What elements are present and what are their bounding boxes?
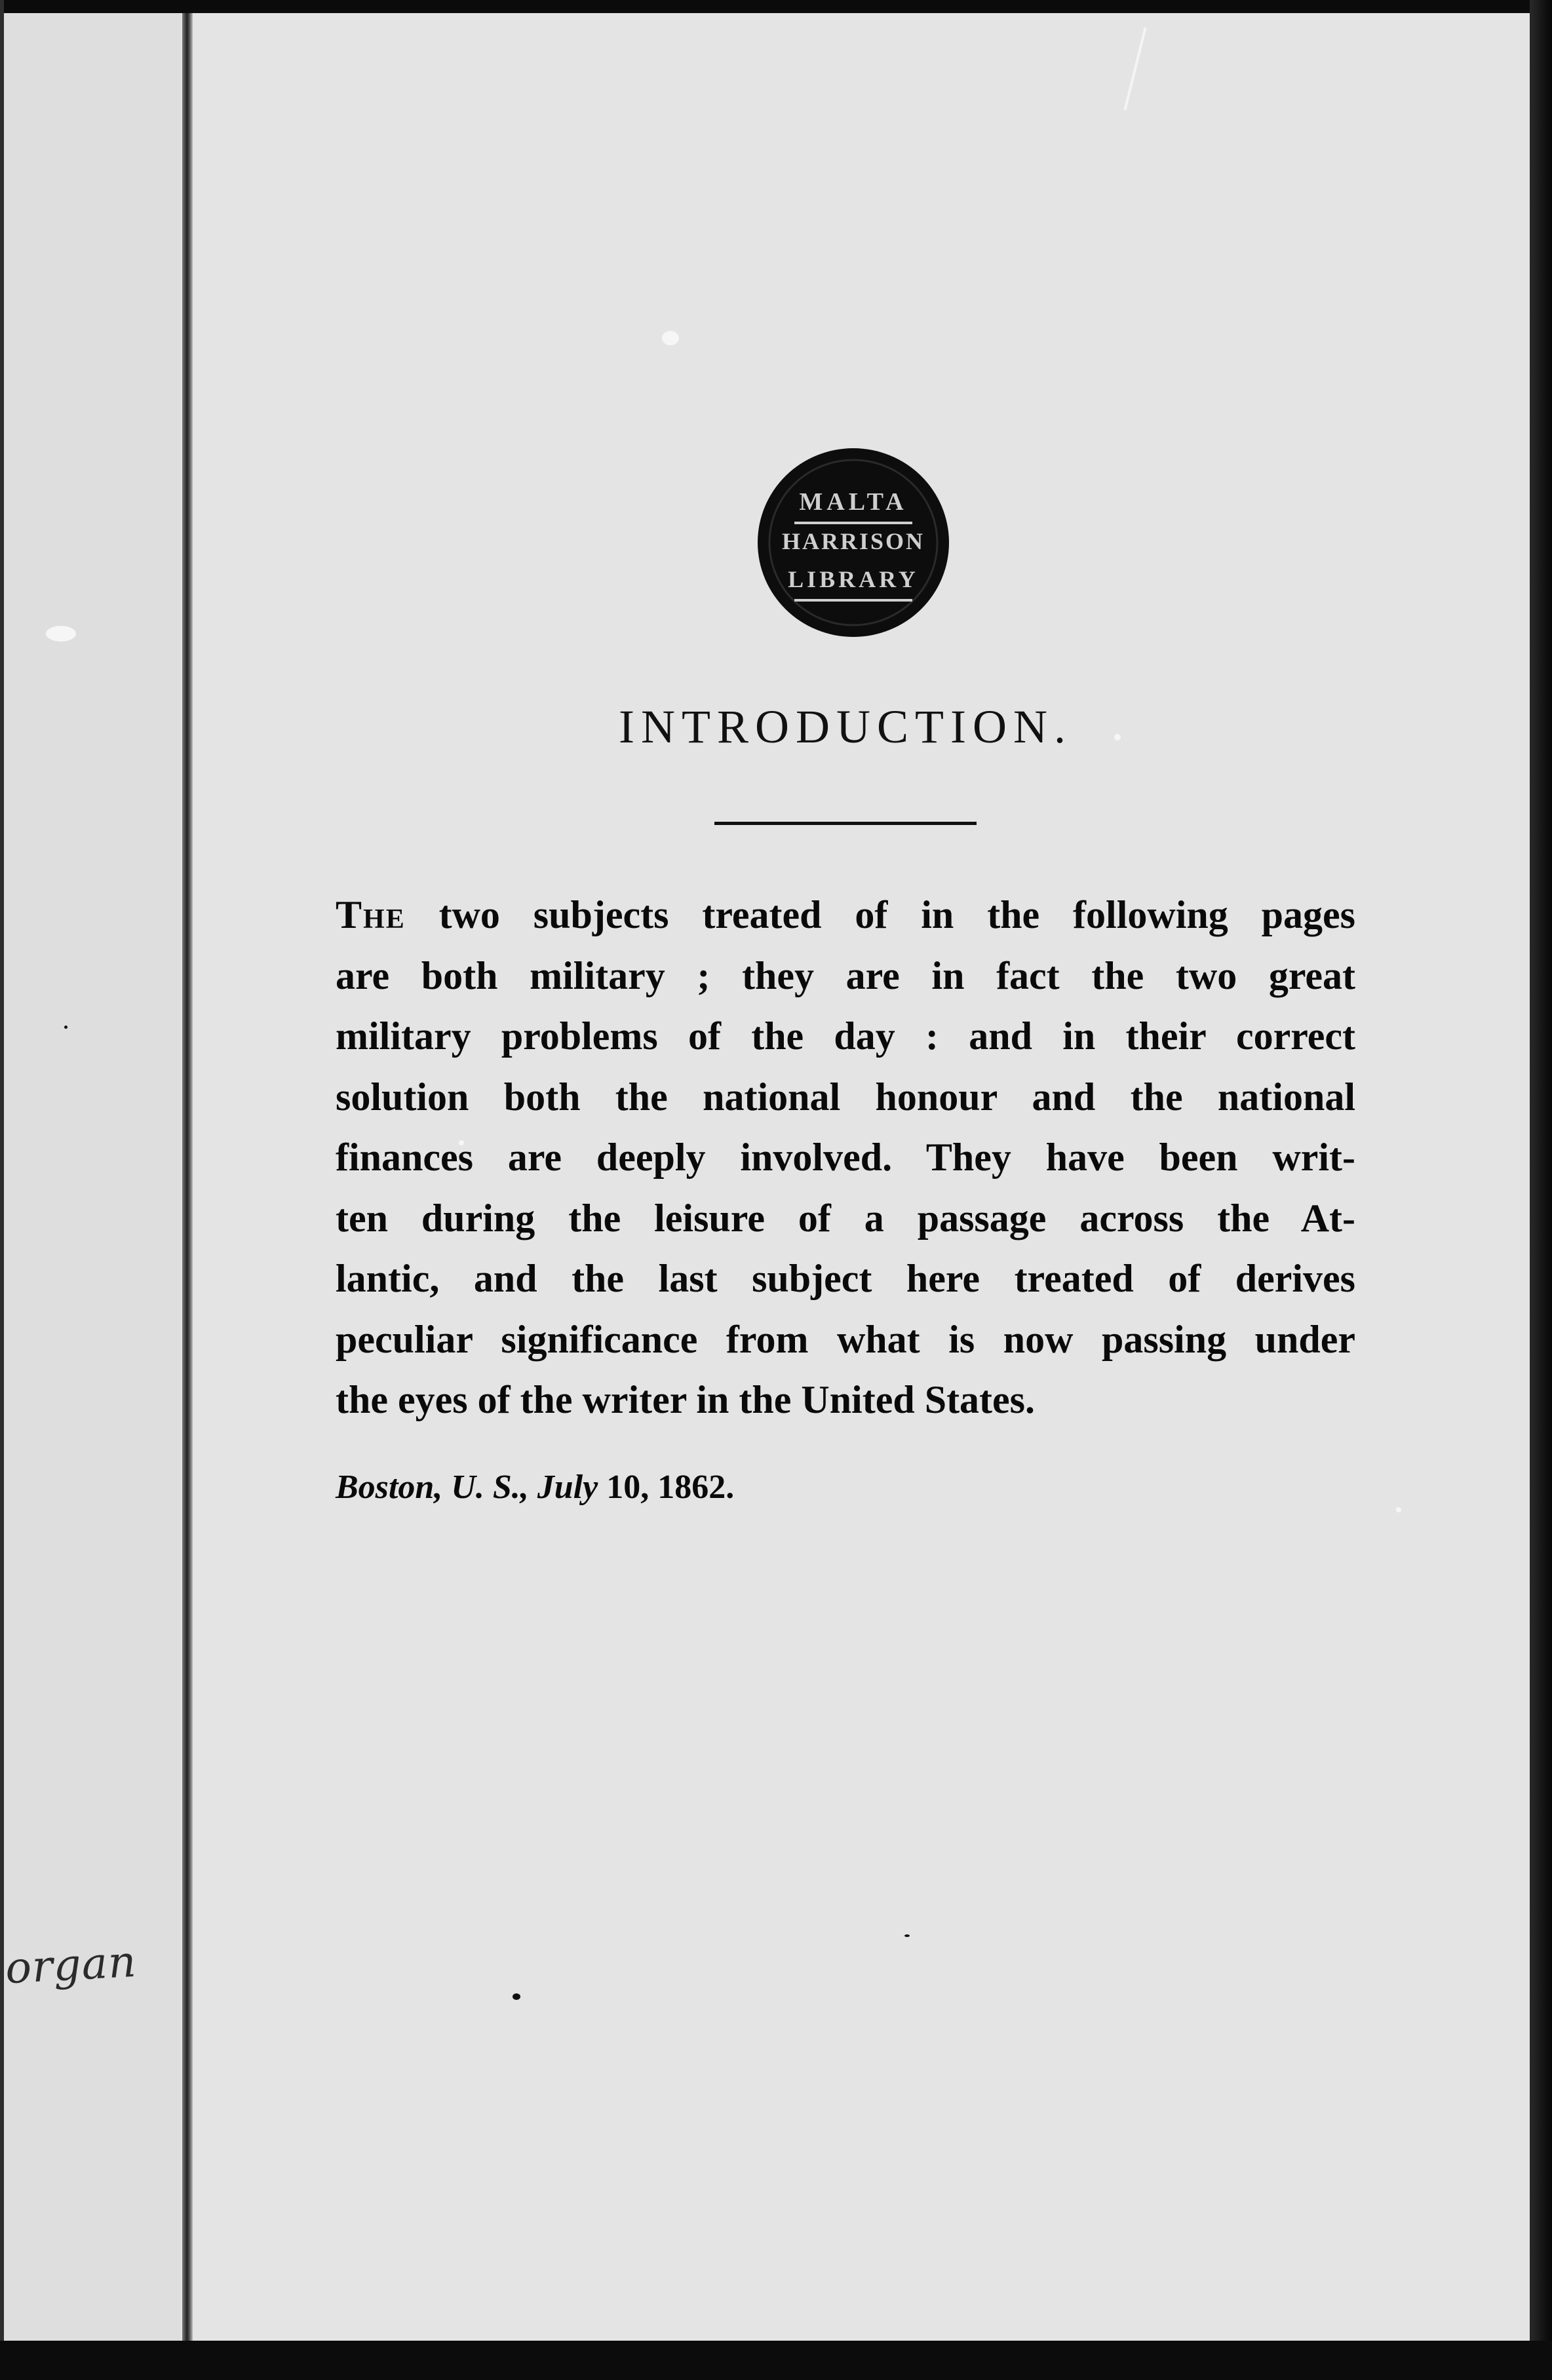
- scan-edge-top: [0, 0, 1552, 13]
- ink-dot: [513, 1993, 520, 2000]
- page-heading: INTRODUCTION.: [619, 701, 1072, 753]
- dust-speck: [46, 626, 76, 642]
- library-stamp: [755, 444, 952, 641]
- scan-edge-bottom: [0, 2341, 1552, 2380]
- text-line: peculiar significance from what is now passing under: [336, 1317, 1355, 1361]
- text-line: military problems of the day : and in their correct: [336, 1014, 1355, 1058]
- introduction-paragraph: [336, 885, 1355, 1430]
- ink-dot: [64, 1026, 68, 1029]
- dateline-country: U. S.,: [451, 1468, 529, 1506]
- ink-dot: [904, 1934, 910, 1937]
- stamp-line-1: MALTA: [799, 488, 908, 516]
- text-line: The two subjects treated of in the following pages: [336, 893, 1355, 936]
- text-line: the eyes of the writer in the United States.: [336, 1378, 1036, 1421]
- heading-rule: [714, 822, 977, 825]
- text-line: ten during the leisure of a passage across the At-: [336, 1196, 1355, 1240]
- dateline-date: 10, 1862.: [606, 1468, 735, 1506]
- book-gutter: [182, 13, 193, 2341]
- dateline-month: July: [537, 1468, 598, 1506]
- text-line: are both military ; they are in fact the two great: [336, 953, 1355, 997]
- dateline-place: Boston,: [336, 1468, 443, 1506]
- text-line: finances are deeply involved. They have been writ-: [336, 1136, 1355, 1179]
- first-word: The: [336, 893, 406, 936]
- text-line: solution both the national honour and the national: [336, 1075, 1355, 1119]
- stamp-line-2: HARRISON: [781, 528, 925, 554]
- dust-speck: [1396, 1507, 1401, 1512]
- stamp-line-3: LIBRARY: [788, 566, 919, 592]
- dust-speck: [662, 331, 679, 345]
- scan-edge-right: [1530, 0, 1552, 2380]
- text-line: lantic, and the last subject here treated of derives: [336, 1257, 1355, 1300]
- dateline: [336, 1468, 1355, 1507]
- handwritten-margin-note: organ: [4, 1936, 138, 1994]
